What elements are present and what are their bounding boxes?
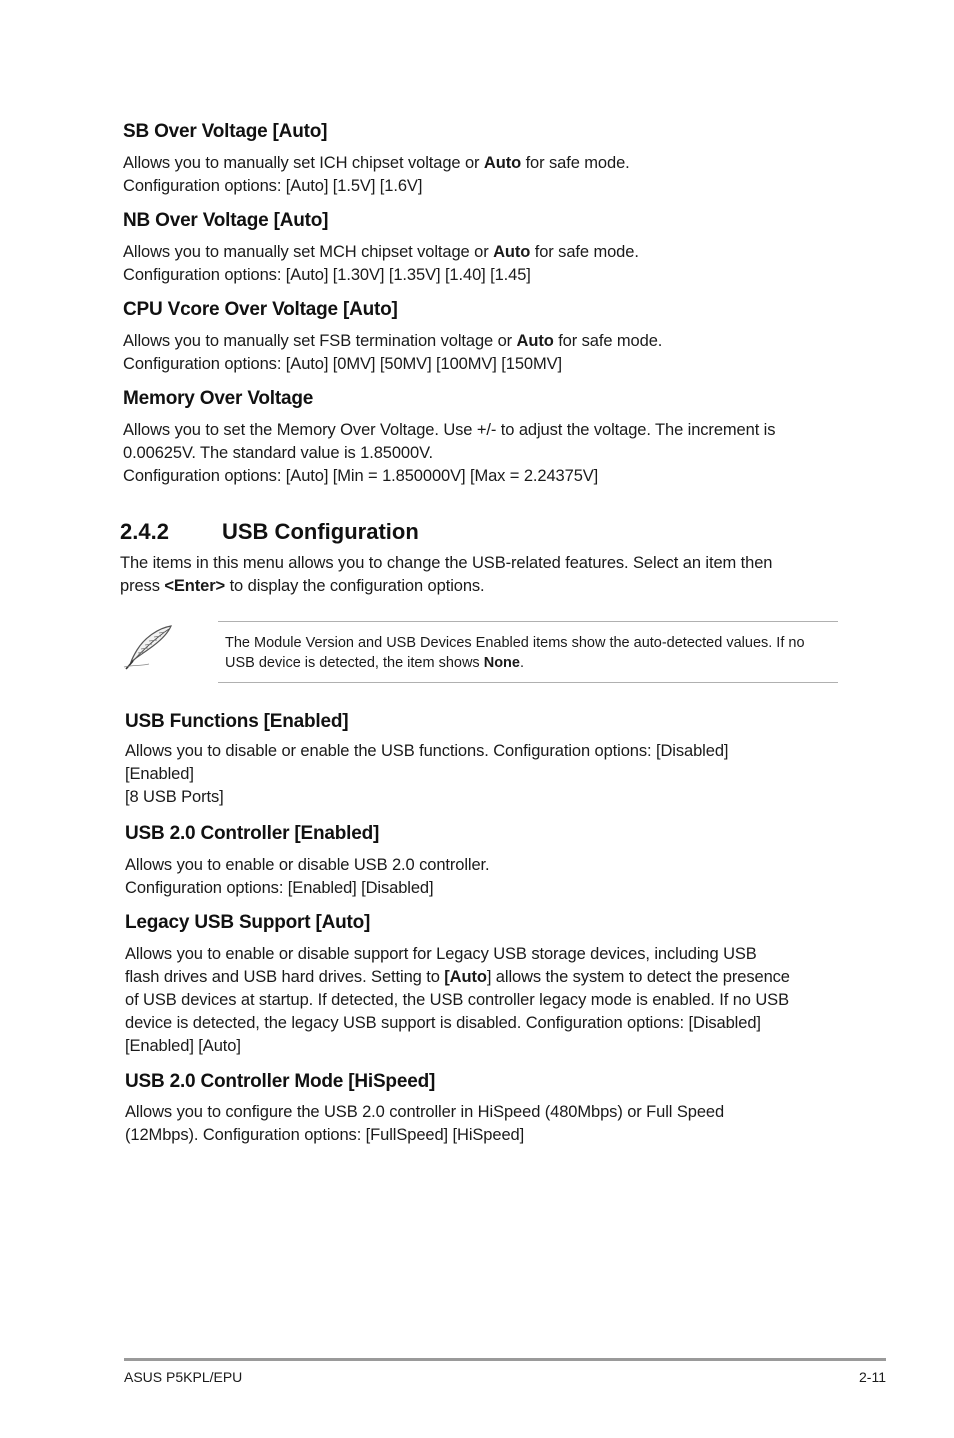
- usb-controller-section: [125, 822, 490, 900]
- usb-mode-heading: USB 2.0 Controller Mode [HiSpeed]: [125, 1071, 436, 1092]
- cpu-vcore-over-voltage-heading: CPU Vcore Over Voltage [Auto]: [123, 299, 398, 320]
- section-number: 2.4.2: [120, 519, 169, 544]
- sb-over-voltage-body: Allows you to manually set ICH chipset voltage or Auto for safe mode. Configuration options: [Auto] [1.5V] [1.6V]: [123, 154, 630, 195]
- usb-controller-body: Allows you to enable or disable USB 2.0 controller. Configuration options: [Enabled] [Disabled]: [125, 856, 490, 897]
- footer-product-name: ASUS P5KPL/EPU: [124, 1369, 243, 1385]
- memory-over-voltage-heading: Memory Over Voltage: [123, 388, 314, 409]
- section-title-text: USB Configuration: [222, 519, 419, 544]
- cpu-vcore-over-voltage-body: Allows you to manually set FSB termination voltage or Auto for safe mode. Configuration options: [Auto] [0MV] [50MV] [100MV] [150MV]: [123, 332, 663, 373]
- memory-over-voltage-section: [123, 387, 775, 488]
- usb-functions-body: Allows you to disable or enable the USB functions. Configuration options: [Disabled] [Enabled] [8 USB Ports]: [125, 742, 729, 806]
- legacy-usb-section: [125, 911, 790, 1058]
- legacy-usb-heading: Legacy USB Support [Auto]: [125, 912, 371, 933]
- usb-mode-body: Allows you to configure the USB 2.0 controller in HiSpeed (480Mbps) or Full Speed (12Mbps). Configuration options: [FullSpeed] [HiSpeed]: [125, 1103, 725, 1144]
- nb-over-voltage-body: Allows you to manually set MCH chipset voltage or Auto for safe mode. Configuration options: [Auto] [1.30V] [1.35V] [1.40] [1.45]: [123, 243, 639, 284]
- legacy-usb-body: Allows you to enable or disable support for Legacy USB storage devices, including USB flash drives and USB hard drives. Setting to [Auto] allows the system to detect the presence of USB devices at startup. If detected, the USB controller legacy mode is enabled. If no USB device is detected, the legacy USB support is disabled. Configuration options: [Disabled] [Enabled] [Auto]: [125, 945, 790, 1055]
- footer-page-number: 2-11: [859, 1369, 886, 1385]
- cpu-vcore-over-voltage-section: [123, 298, 662, 376]
- usb-functions-section: [125, 710, 728, 809]
- sb-over-voltage-heading: SB Over Voltage [Auto]: [123, 121, 328, 142]
- note-text: The Module Version and USB Devices Enabled items show the auto-detected values. If no USB device is detected, the item shows None.: [225, 635, 805, 671]
- memory-over-voltage-body: Allows you to set the Memory Over Voltage. Use +/- to adjust the voltage. The increment is 0.00625V. The standard value is 1.85000V. Configuration options: [Auto] [Min = 1.850000V] [Max = 2.24375V]: [123, 421, 776, 485]
- sb-over-voltage-section: [123, 120, 630, 198]
- usb-controller-heading: USB 2.0 Controller [Enabled]: [125, 823, 380, 844]
- feather-pen-icon: [121, 623, 177, 671]
- note-bottom-rule: [218, 682, 838, 683]
- nb-over-voltage-heading: NB Over Voltage [Auto]: [123, 210, 329, 231]
- usb-mode-section: [125, 1070, 724, 1147]
- section-title-usb-configuration: [120, 518, 419, 546]
- usb-section-intro: The items in this menu allows you to change the USB-related features. Select an item then press <Enter> to display the configuration options.: [120, 554, 773, 595]
- footer-rule: [124, 1358, 886, 1361]
- usb-functions-heading: USB Functions [Enabled]: [125, 711, 349, 732]
- note-top-rule: [218, 621, 838, 622]
- nb-over-voltage-section: [123, 209, 639, 287]
